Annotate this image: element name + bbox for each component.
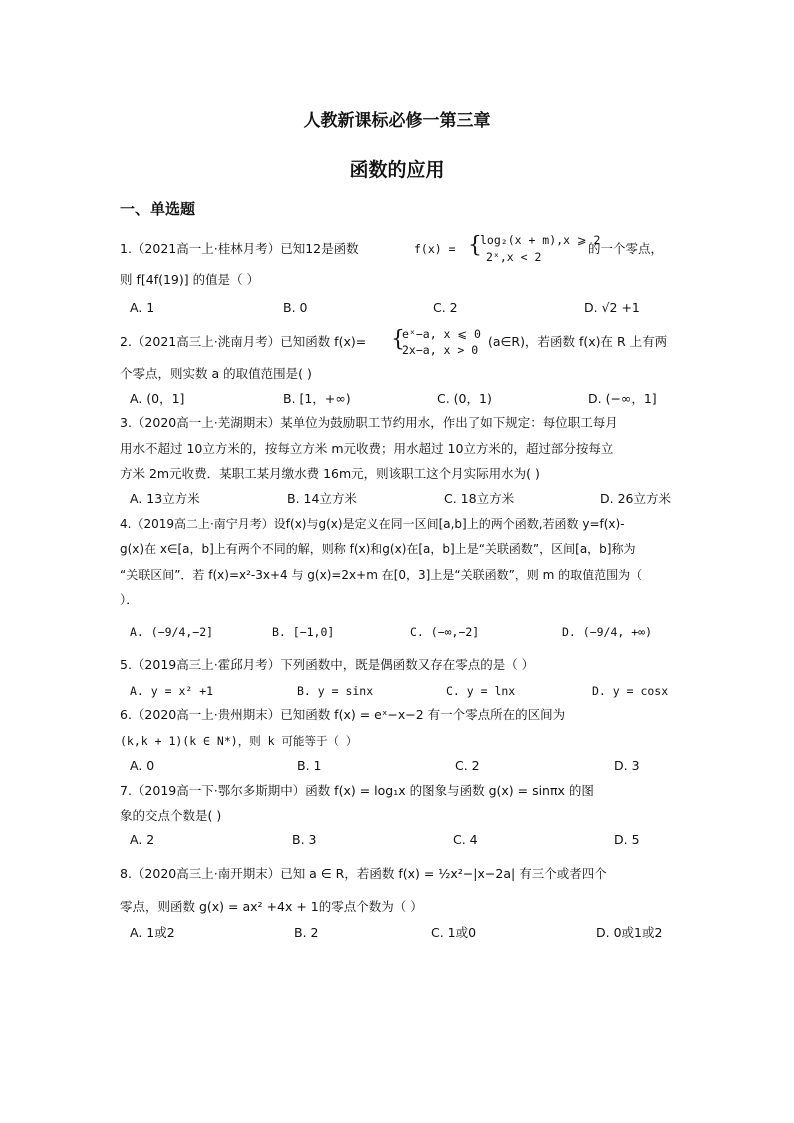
q2-option-d: D. (−∞，1] — [588, 391, 657, 406]
q2-piece2: 2x−a, x > 0 — [402, 343, 479, 357]
q2-piece1: eˣ−a, x ⩽ 0 — [402, 327, 481, 341]
q7-option-c: C. 4 — [453, 832, 478, 847]
q1-piece1: log₂(x + m),x ⩾ 2 — [480, 233, 601, 247]
q5-option-d: D. y = cosx — [592, 684, 669, 698]
q2-option-b: B. [1，+∞) — [283, 391, 351, 406]
q5-option-a: A. y = x² +1 — [130, 684, 214, 698]
q6-option-d: D. 3 — [614, 758, 640, 773]
q8-option-a: A. 1或2 — [130, 925, 175, 940]
q8-option-b: B. 2 — [294, 925, 319, 940]
document-title: 人教新课标必修一第三章 — [303, 111, 491, 131]
q5-option-b: B. y = sinx — [297, 684, 374, 698]
q1-option-a: A. 1 — [130, 300, 155, 315]
q2-option-a: A. (0，1] — [130, 391, 185, 406]
q4-line4: ）． — [120, 592, 139, 607]
q1-brace: { — [468, 233, 482, 258]
q1-fx: f(x) = — [414, 242, 456, 256]
q4-option-b: B. [−1,0] — [272, 625, 335, 639]
q4-line3: “关联区间”．若 f(x)=x²-3x+4 与 g(x)=2x+m 在[0，3]上是“关联函数”，则 m 的取值范围为（ — [120, 568, 643, 582]
q3-line2: 用水不超过 10立方米的，按每立方米 m元收费；用水超过 10立方米的，超过部分按每立 — [120, 441, 614, 456]
q3-line3: 方米 2m元收费．某职工某月缴水费 16m元，则该职工这个月实际用水为( ) — [120, 466, 540, 481]
q7-option-b: B. 3 — [292, 832, 317, 847]
q2-option-c: C. (0，1) — [437, 391, 492, 406]
section-heading: 一、单选题 — [120, 200, 196, 218]
q1-option-c: C. 2 — [433, 300, 458, 315]
q3-option-d: D. 26立方米 — [600, 491, 671, 506]
q5-line: 5.（2019高三上·霍邱月考）下列函数中，既是偶函数又存在零点的是（ ） — [120, 657, 535, 672]
q4-option-a: A. (−9/4,−2] — [130, 625, 214, 639]
q4-option-d: D. (−9/4, +∞) — [562, 625, 653, 639]
q5-option-c: C. y = lnx — [446, 684, 516, 698]
q8-option-d: D. 0或1或2 — [596, 925, 663, 940]
q6-option-b: B. 1 — [297, 758, 322, 773]
q8-line1: 8.（2020高三上·南开期末）已知 a ∈ R，若函数 f(x) = ½x²−|x−2a| 有三个或者四个 — [120, 866, 607, 881]
q1-intro: 1.（2021高一上·桂林月考）已知12是函数 — [120, 241, 359, 256]
q2-intro: 2.（2021高三上·洮南月考）已知函数 f(x)= — [120, 334, 367, 349]
q2-brace: { — [391, 327, 405, 352]
q3-line1: 3.（2020高一上·芜湖期末）某单位为鼓励职工节约用水，作出了如下规定：每位职工每月 — [120, 415, 618, 430]
q3-option-c: C. 18立方米 — [444, 491, 515, 506]
q2-line2: 个零点，则实数 a 的取值范围是( ) — [120, 366, 312, 381]
q7-option-a: A. 2 — [130, 832, 155, 847]
q7-option-d: D. 5 — [614, 832, 640, 847]
q8-option-c: C. 1或0 — [431, 925, 477, 940]
q4-option-c: C. (−∞,−2] — [410, 625, 480, 639]
q6-option-a: A. 0 — [130, 758, 155, 773]
q1-option-b: B. 0 — [283, 300, 308, 315]
q6-line1: 6.（2020高一上·贵州期末）已知函数 f(x) = eˣ−x−2 有一个零点所在的区间为 — [120, 707, 566, 722]
q7-line2: 象的交点个数是( ) — [120, 808, 222, 823]
q2-tail: (a∈R)，若函数 f(x)在 R 上有两 — [488, 334, 668, 349]
q1-line2: 则 f[4f(19)] 的值是（ ） — [120, 272, 260, 287]
document-subtitle: 函数的应用 — [349, 159, 445, 181]
q1-tail: 的一个零点， — [588, 241, 664, 256]
q4-line1: 4.（2019高二上·南宁月考）设f(x)与g(x)是定义在同一区间[a,b]上的两个函数,若函数 y=f(x)- — [120, 517, 625, 531]
q3-option-a: A. 13立方米 — [130, 491, 200, 506]
q1-piece2: 2ˣ,x < 2 — [486, 250, 542, 264]
q1-option-d: D. √2 +1 — [584, 300, 640, 315]
q6-option-c: C. 2 — [455, 758, 480, 773]
q4-line2: g(x)在 x∈[a，b]上有两个不同的解，则称 f(x)和g(x)在[a，b]上是“关联函数”，区间[a，b]称为 — [120, 542, 636, 556]
q6-line2: (k,k + 1)(k ∈ N*)，则 k 可能等于（ ） — [120, 734, 358, 748]
q3-option-b: B. 14立方米 — [287, 491, 357, 506]
q8-line2: 零点，则函数 g(x) = ax² +4x + 1的零点个数为（ ） — [120, 899, 423, 914]
q7-line1: 7.（2019高一下·鄂尔多斯期中）函数 f(x) = log₁x 的图象与函数 g(x) = sinπx 的图 — [120, 783, 594, 798]
